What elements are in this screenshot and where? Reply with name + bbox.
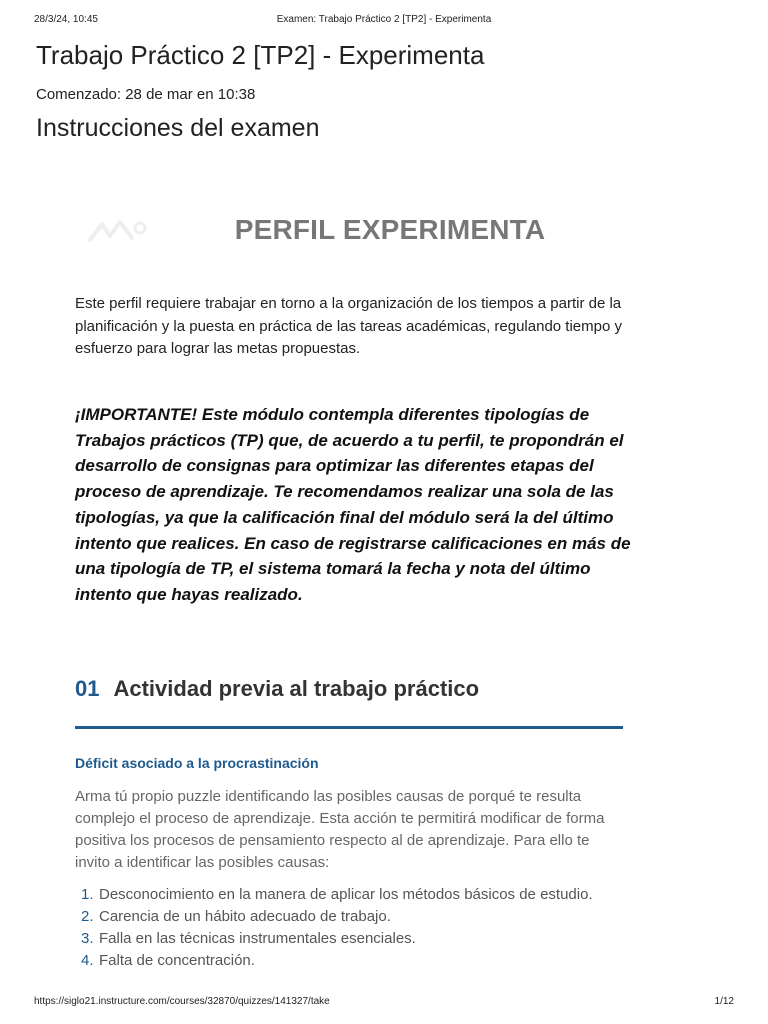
- section-title: Actividad previa al trabajo práctico: [113, 676, 480, 701]
- list-item-number: 2.: [81, 908, 94, 925]
- list-item: [75, 906, 635, 928]
- print-date: 28/3/24, 10:45: [34, 14, 98, 25]
- list-item: [75, 950, 635, 972]
- section-number: 01: [75, 676, 100, 701]
- list-item-text: Carencia de un hábito adecuado de trabajo.: [99, 908, 391, 925]
- subsection-heading: Déficit asociado a la procrastinación: [75, 755, 319, 771]
- instructions-heading: Instrucciones del examen: [36, 114, 320, 142]
- causes-list: [75, 884, 635, 972]
- list-item-number: 3.: [81, 930, 94, 947]
- list-item: [75, 884, 635, 906]
- subsection-body: Arma tú propio puzzle identificando las posibles causas de porqué te resulta complejo el proceso de aprendizaje. Esta acción te permitirá modificar de forma positiva los procesos de pensamiento respecto al de aprendizaje. Para ello te invito a identificar las posibles causas:: [75, 788, 605, 871]
- banner-title: PERFIL EXPERIMENTA: [234, 214, 546, 245]
- list-item-text: Falla en las técnicas instrumentales esenciales.: [99, 930, 416, 947]
- section-heading: [75, 676, 623, 702]
- print-document-title: Examen: Trabajo Práctico 2 [TP2] - Experimenta: [276, 14, 492, 25]
- important-notice: ¡IMPORTANTE! Este módulo contempla diferentes tipologías de Trabajos prácticos (TP) que, de acuerdo a tu perfil, te propondrán el desarrollo de consignas para optimizar las diferentes etapas del proceso de aprendizaje. Te recomendamos realizar una sola de las tipologías, ya que la calificación final del módulo será la del último intento que realices. En caso de registrarse calificaciones en más de una tipología de TP, el sistema tomará la fecha y nota del último intento que hayas realizado.: [75, 405, 631, 604]
- page-counter: 1/12: [714, 996, 734, 1007]
- intro-paragraph: Este perfil requiere trabajar en torno a la organización de los tiempos a partir de la planificación y la puesta en práctica de las tareas académicas, regulando tiempo y esfuerzo para lograr las metas propuestas.: [75, 295, 622, 357]
- list-item-text: Desconocimiento en la manera de aplicar los métodos básicos de estudio.: [99, 886, 593, 903]
- quiz-started-timestamp: Comenzado: 28 de mar en 10:38: [36, 86, 256, 103]
- page-title: Trabajo Práctico 2 [TP2] - Experimenta: [36, 40, 485, 70]
- list-item-number: 4.: [81, 952, 94, 969]
- list-item-number: 1.: [81, 886, 94, 903]
- page-url: https://siglo21.instructure.com/courses/32870/quizzes/141327/take: [34, 996, 330, 1007]
- section-divider: [75, 726, 623, 729]
- list-item-text: Falta de concentración.: [99, 952, 255, 969]
- list-item: [75, 928, 635, 950]
